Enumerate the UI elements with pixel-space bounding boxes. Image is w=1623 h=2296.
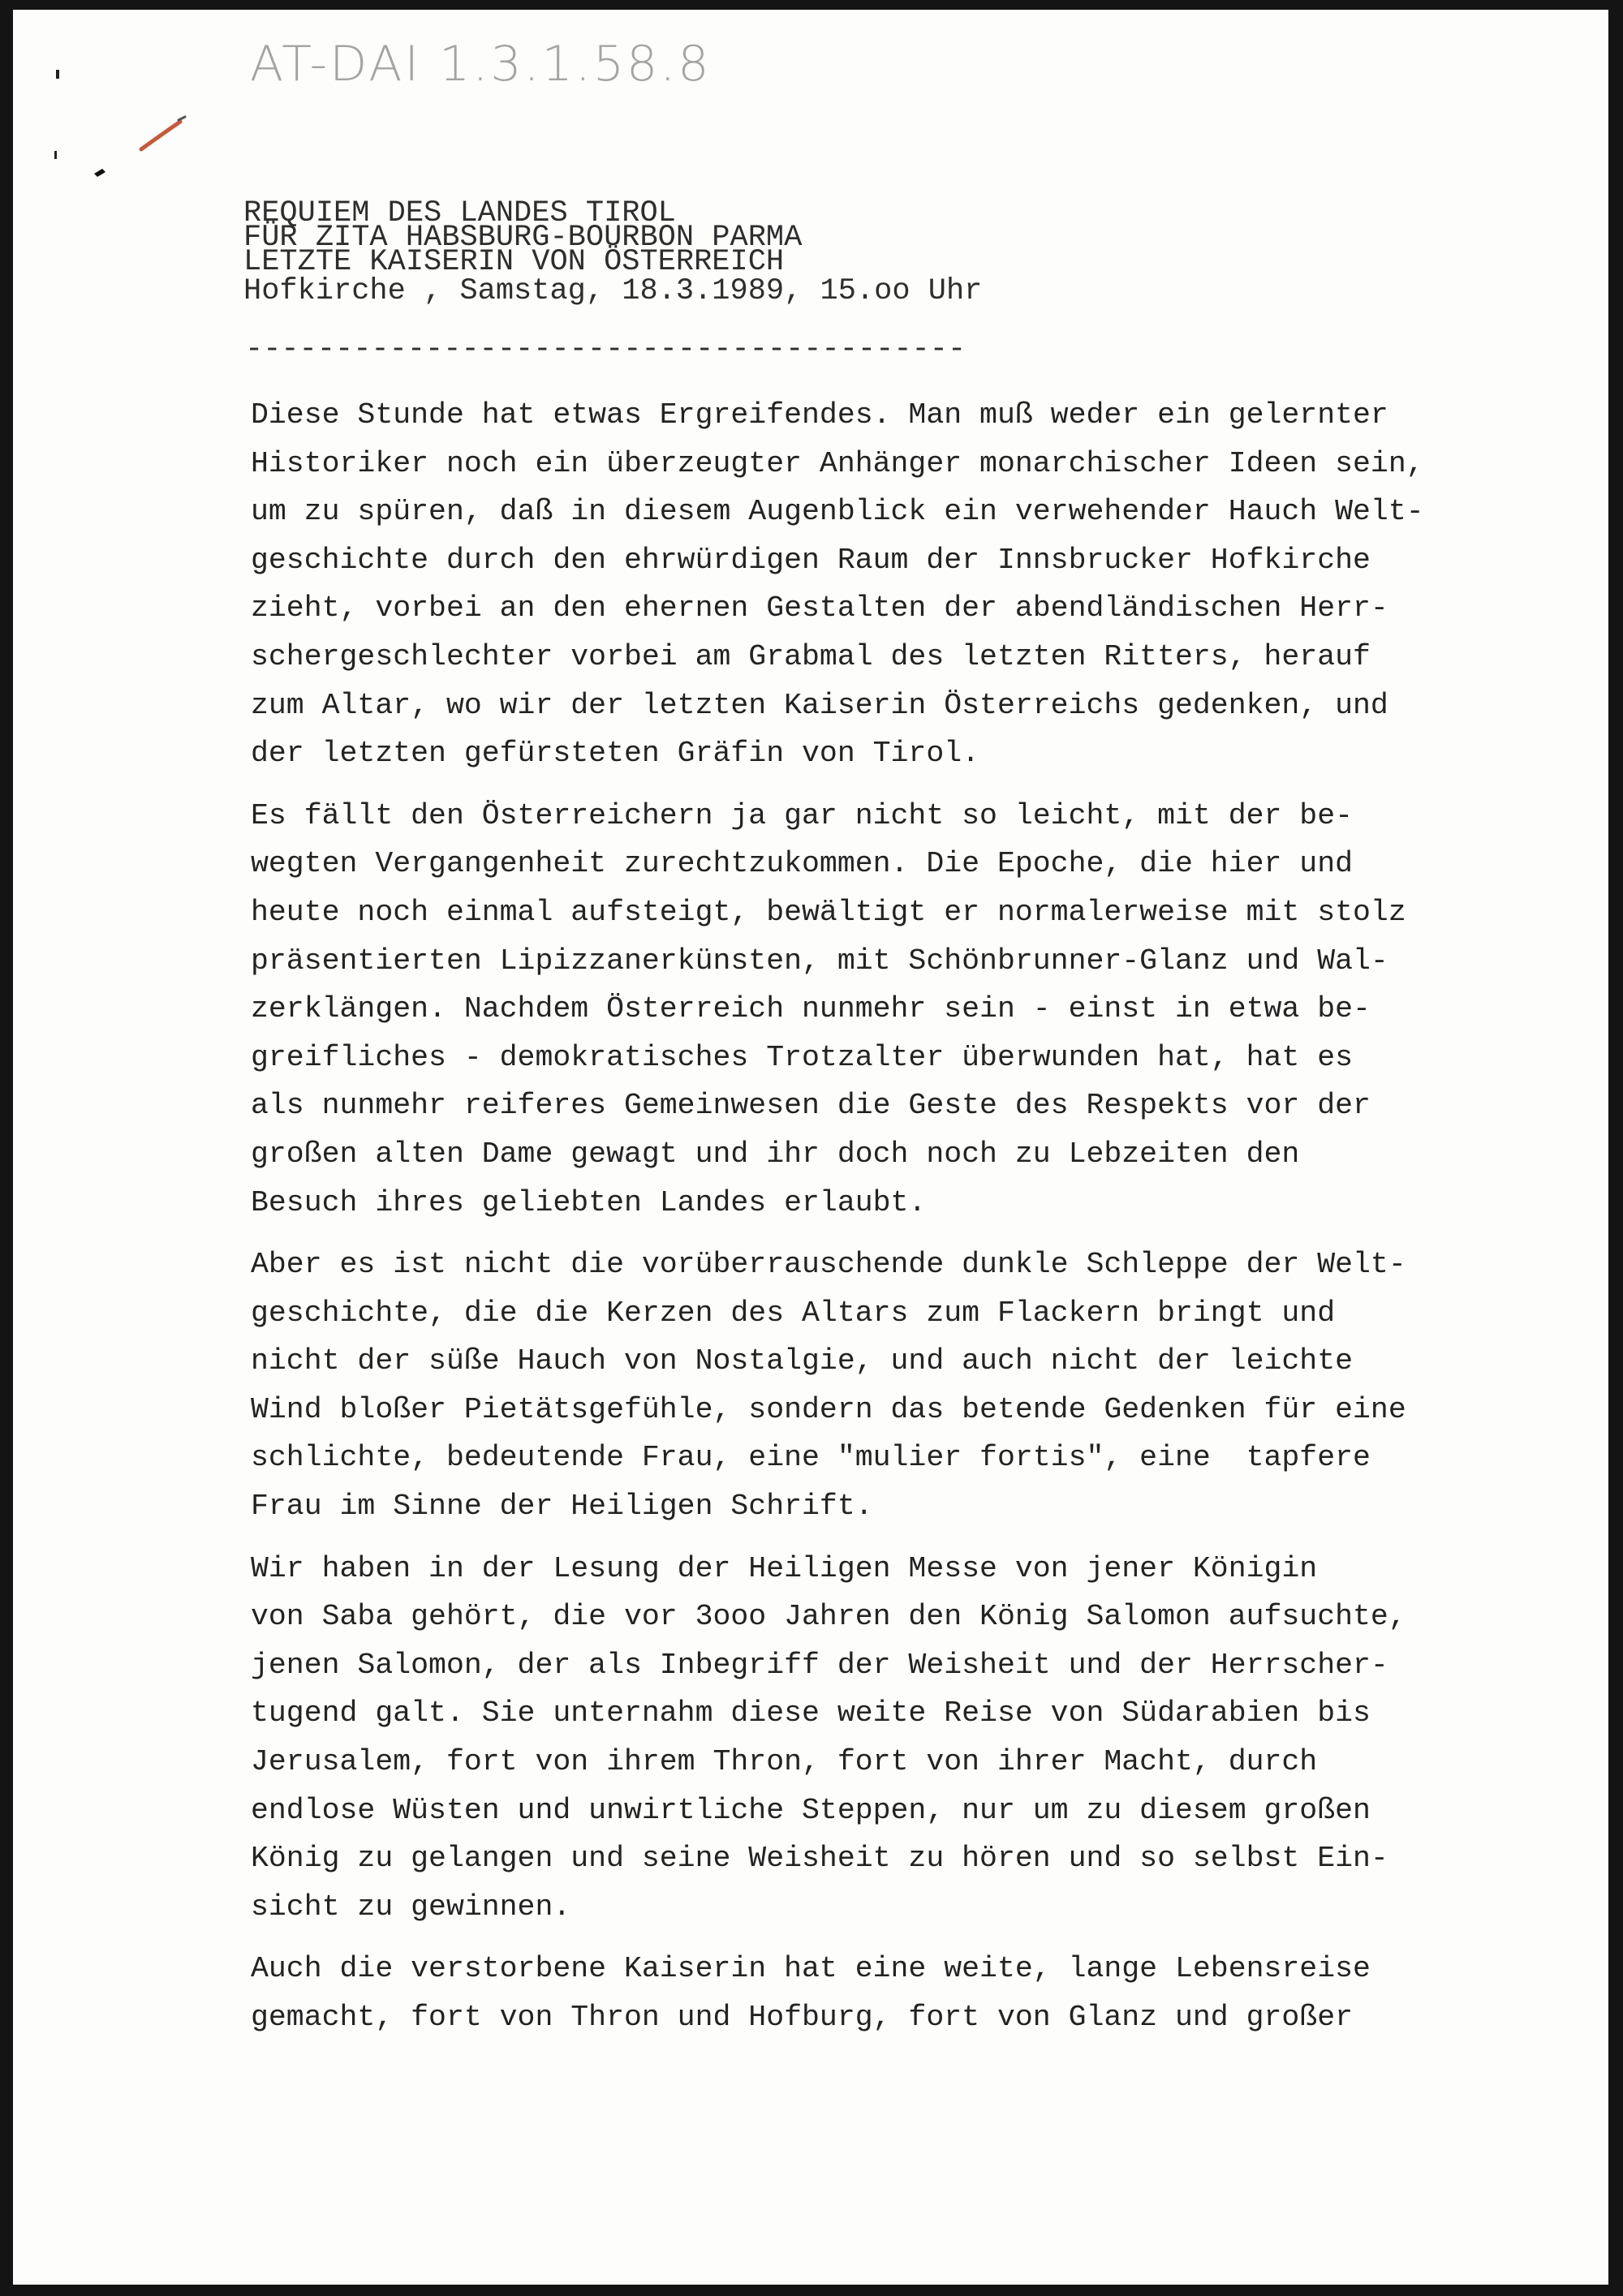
text-line: tugend galt. Sie unternahm diese weite Reise von Südarabien bis xyxy=(251,1696,1371,1731)
header-underline: ---------------------------------------- xyxy=(245,333,966,367)
document-header xyxy=(243,196,983,308)
text-line: König zu gelangen und seine Weisheit zu hören und so selbst Ein- xyxy=(251,1842,1388,1876)
text-line: zum Altar, wo wir der letzten Kaiserin Österreichs gedenken, und xyxy=(251,688,1388,722)
paragraph xyxy=(251,792,1565,1227)
margin-speck xyxy=(52,148,60,164)
text-line: um zu spüren, daß in diesem Augenblick ein verwehender Hauch Welt- xyxy=(251,495,1424,529)
margin-speck xyxy=(54,67,62,83)
paragraph xyxy=(251,1545,1565,1932)
text-line: endlose Wüsten und unwirtliche Steppen, nur um zu diesem großen xyxy=(251,1793,1371,1827)
text-line: Frau im Sinne der Heiligen Schrift. xyxy=(251,1490,873,1524)
text-line: nicht der süße Hauch von Nostalgie, und auch nicht der leichte xyxy=(251,1344,1354,1378)
text-line: schlichte, bedeutende Frau, eine "mulier fortis", eine tapfere xyxy=(251,1441,1371,1475)
text-line: geschichte durch den ehrwürdigen Raum der Innsbrucker Hofkirche xyxy=(251,543,1371,577)
text-line: sicht zu gewinnen. xyxy=(251,1890,571,1924)
document-body xyxy=(251,391,1565,2056)
margin-speck xyxy=(91,156,123,180)
text-line: geschichte, die die Kerzen des Altars zum Flackern bringt und xyxy=(251,1296,1336,1330)
text-line: der letzten gefürsteten Gräfin von Tirol. xyxy=(251,737,980,771)
header-line: LETZTE KAISERIN VON ÖSTERREICH xyxy=(243,245,785,279)
text-line: zieht, vorbei an den ehernen Gestalten der abendländischen Herr- xyxy=(251,591,1388,626)
paragraph xyxy=(251,1945,1565,2041)
text-line: Wind bloßer Pietätsgefühle, sondern das betende Gedenken für eine xyxy=(251,1392,1406,1426)
text-line: schergeschlechter vorbei am Grabmal des letzten Ritters, herauf xyxy=(251,639,1371,673)
text-line: präsentierten Lipizzanerkünsten, mit Schönbrunner-Glanz und Wal- xyxy=(251,944,1388,978)
text-line: Historiker noch ein überzeugter Anhänger monarchischer Ideen sein, xyxy=(251,446,1424,480)
paragraph xyxy=(251,391,1565,778)
text-line: heute noch einmal aufsteigt, bewältigt er normalerweise mit stolz xyxy=(251,895,1406,929)
text-line: Besuch ihres geliebten Landes erlaubt. xyxy=(251,1185,927,1219)
document-page xyxy=(13,10,1608,2285)
text-line: Aber es ist nicht die vorüberrauschende dunkle Schleppe der Welt- xyxy=(251,1248,1406,1282)
text-line: wegten Vergangenheit zurechtzukommen. Die Epoche, die hier und xyxy=(251,847,1354,881)
text-line: Jerusalem, fort von ihrem Thron, fort von ihrer Macht, durch xyxy=(251,1745,1318,1779)
paragraph xyxy=(251,1240,1565,1531)
text-line: jenen Salomon, der als Inbegriff der Weisheit und der Herrscher- xyxy=(251,1648,1388,1682)
text-line: großen alten Dame gewagt und ihr doch noch zu Lebzeiten den xyxy=(251,1137,1300,1171)
text-line: als nunmehr reiferes Gemeinwesen die Geste des Respekts vor der xyxy=(251,1089,1371,1123)
text-line: Wir haben in der Lesung der Heiligen Messe von jener Königin xyxy=(251,1551,1318,1585)
header-line: Hofkirche , Samstag, 18.3.1989, 15.oo Uhr xyxy=(243,274,983,308)
text-line: greifliches - demokratisches Trotzalter überwunden hat, hat es xyxy=(251,1040,1354,1074)
text-line: von Saba gehört, die vor 3ooo Jahren den König Salomon aufsuchte, xyxy=(251,1600,1406,1634)
header-line: FÜR ZITA HABSBURG-BOURBON PARMA xyxy=(243,221,803,255)
text-line: zerklängen. Nachdem Österreich nunmehr sein - einst in etwa be- xyxy=(251,992,1371,1026)
red-pencil-mark xyxy=(135,112,192,161)
text-line: Es fällt den Österreichern ja gar nicht so leicht, mit der be- xyxy=(251,798,1354,832)
header-line: REQUIEM DES LANDES TIROL xyxy=(243,196,676,230)
text-line: gemacht, fort von Thron und Hofburg, fort von Glanz und großer xyxy=(251,2001,1354,2034)
text-line: Diese Stunde hat etwas Ergreifendes. Man muß weder ein gelernter xyxy=(251,398,1388,432)
text-line: Auch die verstorbene Kaiserin hat eine weite, lange Lebensreise xyxy=(251,1952,1371,1986)
archive-signature: AT-DAI 1.3.1.58.8 xyxy=(250,36,712,92)
